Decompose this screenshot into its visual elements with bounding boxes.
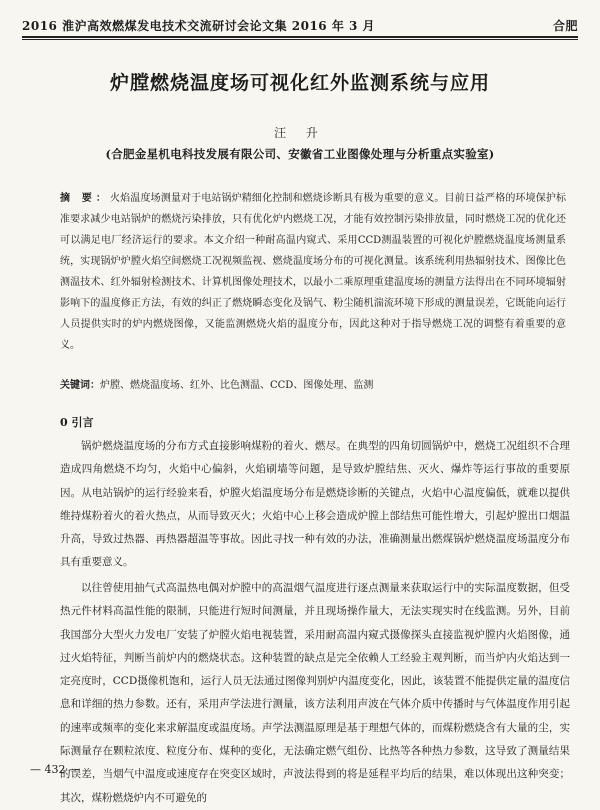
abstract-label: 摘 要： (60, 193, 111, 204)
body-paragraph: 锅炉燃烧温度场的分布方式直接影响煤粉的着火、燃尽。在典型的四角切圆锅炉中，燃烧工况组织不合理造成四角燃烧不均匀，火焰中心偏斜，火焰刷墙等问题，是导致炉膛结焦、灭火、爆炸等运行事故的重要原因。从电站锅炉的运行经验来看，炉膛火焰温度场分布是燃烧诊断的关键点，火焰中心温度偏低，就难以提供维持煤粉着火的着火热点，从而导致灭火；火焰中心上移会造成炉膛上部结焦可能性增大，引起炉膛出口烟温升高，导致过热器、再热器超温等事故。因此寻找一种有效的办法，准确测量出燃煤锅炉燃烧温度场温度分布具有重要意义。 (60, 440, 570, 569)
paper-title: 炉膛燃烧温度场可视化红外监测系统与应用 (109, 72, 490, 94)
keywords-label: 关键词： (60, 380, 100, 391)
header-right: 合肥 (552, 19, 578, 33)
keywords-text: 炉膛、燃烧温度场、红外、比色测温、CCD、图像处理、监测 (100, 380, 374, 391)
affiliation: (合肥金星机电科技发展有限公司、安徽省工业图像处理与分析重点实验室) (105, 147, 495, 161)
header-rule (22, 36, 578, 38)
page-number: — 432 — (30, 763, 80, 776)
section-heading: 0 引言 (60, 416, 94, 429)
header-left: 2016 淮沪高效燃煤发电技术交流研讨会论文集 2016 年 3 月 (22, 19, 376, 33)
keywords (60, 375, 566, 396)
body-paragraph: 以往曾使用抽气式高温热电偶对炉膛中的高温烟气温度进行逐点测量来获取运行中的实际温度数据，但受热元件材料高温性能的限制，只能进行短时间测量，并且现场操作量大，无法实现实时在线监测。另外，目前我国部分大型火力发电厂安装了炉膛火焰电视装置，采用耐高温内窥式摄像探头直接监视炉膛内火焰图像，通过火焰特征，判断当前炉内的燃烧状态。这种装置的缺点是完全依赖人工经验主观判断，而当炉内火焰达到一定亮度时，CCD摄像机饱和，运行人员无法通过图像判别炉内温度变化，因此，该装置不能提供定量的温度信息和详细的热力参数。还有，采用声学法进行测量，该方法利用声波在气体介质中传播时与气体温度作用引起的速率或频率的变化来求解温度或温度场。声学法测温原理是基于理想气体的，而煤粉燃烧含有大量的尘，实际测量存在颗粒浓度、粒度分布、煤种的变化，无法确定燃气组份、比热等各种热力参数，这导致了测量结果的误差，当烟气中温度或速度存在突变区域时，声波法得到的将是延程平均后的结果，难以体现出这种突变；其次，煤粉燃烧炉内不可避免的 (60, 582, 570, 804)
abstract-text: 火焰温度场测量对于电站锅炉精细化控制和燃烧诊断具有极为重要的意义。目前日益严格的环境保护标准要求减少电站锅炉的燃烧污染排放，只有优化炉内燃烧工况，才能有效控制污染排放量，同时燃烧工况的优化还可以满足电厂经济运行的要求。本文介绍一种耐高温内窥式、采用CCD测温装置的可视化炉膛燃烧温度场测量系统，实现锅炉炉膛火焰空间燃烧工况视频监视、燃烧温度场分布的可视化测量。该系统利用热辐射技术、图像比色测温技术、红外辐射检测技术、计算机图像处理技术，以最小二乘原理重建温度场的测量方法得出在不同环境辐射影响下的温度修正方法，有效的纠正了燃烧瞬态变化及锅气、粉尘随机湍流环境下形成的测量误差，它既能向运行人员提供实时的炉内燃烧图像，又能监测燃烧火焰的温度分布，因此这种对于指导燃烧工况的调整有着重要的意义。 (60, 193, 567, 351)
running-header (22, 14, 578, 34)
abstract (60, 188, 566, 356)
header-rule-thin (22, 39, 578, 40)
author: 汪 升 (274, 126, 326, 140)
